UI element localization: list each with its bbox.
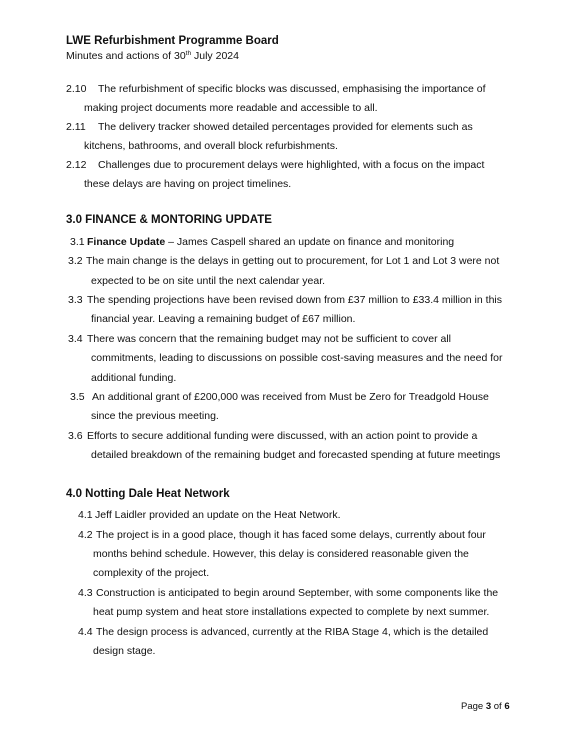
document-subtitle: Minutes and actions of 30th July 2024: [66, 50, 239, 62]
item-2-10: 2.10 The refurbishment of specific blocks was discussed, emphasising the importance of: [66, 83, 486, 95]
item-3-6-cont: detailed breakdown of the remaining budget and forecasted spending at future meetings: [91, 449, 501, 461]
item-4-2-cont: months behind schedule. However, this delay is considered reasonable given the: [93, 548, 469, 560]
item-4-2: 4.2 The project is in a good place, though it has faced some delays, currently about four: [78, 529, 486, 541]
section-4-heading: 4.0 Notting Dale Heat Network: [66, 488, 230, 500]
item-3-4: 3.4 There was concern that the remaining budget may not be sufficient to cover all: [68, 333, 452, 345]
item-2-10-cont: making project documents more readable and accessible to all.: [84, 102, 378, 114]
item-4-4: 4.4 The design process is advanced, currently at the RIBA Stage 4, which is the detailed: [78, 626, 489, 638]
item-3-2: 3.2 The main change is the delays in getting out to procurement, for Lot 1 and Lot 3 were not: [68, 255, 500, 267]
item-3-1: 3.1 Finance Update – James Caspell shared an update on finance and monitoring: [70, 236, 455, 248]
item-3-3-cont: financial year. Leaving a remaining budget of £67 million.: [91, 313, 356, 325]
item-2-11: 2.11 The delivery tracker showed detailed percentages provided for elements such as: [66, 121, 473, 133]
item-4-4-cont: design stage.: [93, 645, 156, 657]
item-3-5-cont: since the previous meeting.: [91, 410, 219, 422]
item-2-12: 2.12 Challenges due to procurement delays were highlighted, with a focus on the impact: [66, 159, 485, 171]
item-4-2-cont-2: complexity of the project.: [93, 567, 210, 579]
item-3-5: 3.5 An additional grant of £200,000 was received from Must be Zero for Treadgold House: [70, 391, 489, 403]
section-3-heading: 3.0 FINANCE & MONTORING UPDATE: [66, 214, 272, 226]
item-3-4-cont-2: additional funding.: [91, 372, 177, 384]
item-3-6: 3.6 Efforts to secure additional funding were discussed, with an action point to provide a: [68, 430, 478, 442]
item-4-1: 4.1 Jeff Laidler provided an update on the Heat Network.: [78, 509, 341, 521]
page-number: Page 3 of 6: [461, 701, 510, 712]
item-4-3: 4.3 Construction is anticipated to begin around September, with some components like the: [78, 587, 499, 599]
item-3-2-cont: expected to be on site until the next calendar year.: [91, 275, 326, 287]
item-4-3-cont: heat pump system and heat store installations expected to complete by next summer.: [93, 606, 490, 618]
item-3-3: 3.3 The spending projections have been revised down from £37 million to £33.4 million in this: [68, 294, 502, 306]
item-2-12-cont: these delays are having on project timelines.: [84, 178, 292, 190]
item-2-11-cont: kitchens, bathrooms, and overall block refurbishments.: [84, 140, 338, 152]
document-title: LWE Refurbishment Programme Board: [66, 35, 279, 47]
item-3-4-cont: commitments, leading to discussions on possible cost-saving measures and the need for: [91, 352, 503, 364]
